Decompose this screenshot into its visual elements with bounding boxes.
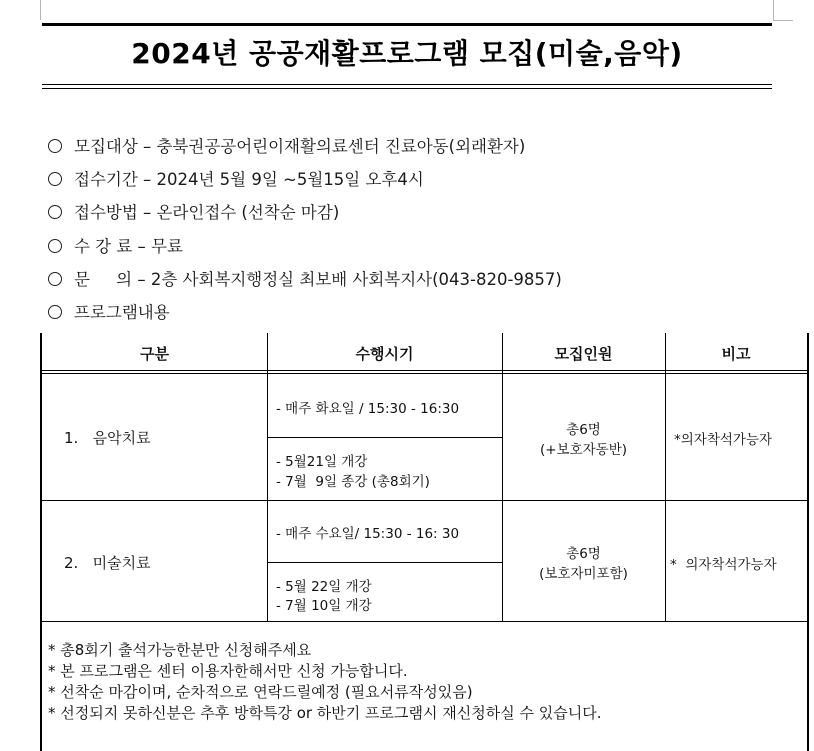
page-corner-mark	[773, 20, 793, 21]
info-item-fee	[48, 230, 788, 263]
table-rule	[42, 500, 807, 501]
info-item-target	[48, 130, 788, 163]
info-item-contact	[48, 263, 788, 296]
table-cell-recruit: 총6명	[566, 546, 601, 562]
table-col-divider	[665, 333, 666, 622]
table-cell-schedule-period: - 7월 9일 종강 (총8회기)	[276, 474, 430, 490]
page-title: 2024년 공공재활프로그램 모집(미술,음악)	[131, 37, 683, 70]
table-cell-schedule-day: - 매주 화요일 / 15:30 - 16:30	[276, 401, 460, 417]
circle-bullet-icon	[48, 272, 62, 286]
table-cell-schedule-period: - 5월21일 개강	[276, 454, 368, 470]
info-text: 접수기간 – 2024년 5월 9일 ~5월15일 오후4시	[74, 170, 424, 190]
info-item-period	[48, 163, 788, 196]
table-rule	[267, 437, 502, 438]
table-cell-note: * 의자착석가능자	[670, 557, 777, 573]
table-rule	[42, 373, 807, 374]
info-text: 접수방법 – 온라인접수 (선착순 마감)	[74, 203, 340, 223]
info-text: 문 의 – 2층 사회복지행정실 최보배 사회복지사(043-820-9857)	[74, 269, 562, 289]
circle-bullet-icon	[48, 305, 62, 319]
table-cell-recruit: (+보호자동반)	[539, 442, 628, 458]
table-cell-recruit: (보호자미포함)	[539, 566, 628, 582]
table-header-category: 구분	[140, 345, 169, 363]
table-cell-schedule-period: - 5월 22일 개강	[276, 579, 372, 595]
info-list	[48, 130, 788, 329]
page-corner-mark	[40, 0, 41, 20]
table-cell-note: *의자착석가능자	[674, 432, 773, 448]
title-bottom-rule	[42, 84, 772, 85]
info-item-method	[48, 196, 788, 229]
table-header-recruit: 모집인원	[554, 345, 613, 363]
circle-bullet-icon	[48, 139, 62, 153]
table-rule	[42, 370, 807, 371]
table-header-schedule: 수행시기	[355, 345, 414, 363]
note-item: * 선정되지 못하신분은 추후 방학특강 or 하반기 프로그램시 재신청하실 수 있습니다.	[48, 704, 602, 722]
table-header-note: 비고	[721, 345, 751, 363]
info-text: 수 강 료 – 무료	[74, 236, 183, 256]
title-top-rule	[42, 23, 772, 26]
table-cell-recruit: 총6명	[566, 422, 601, 438]
table-rule	[267, 562, 502, 563]
note-item: * 본 프로그램은 센터 이용자한해서만 신청 가능합니다.	[48, 662, 408, 680]
note-item: * 선착순 마감이며, 순차적으로 연락드릴예정 (필요서류작성있음)	[48, 683, 473, 701]
table-cell-schedule-day: - 매주 수요일/ 15:30 - 16: 30	[276, 526, 460, 542]
circle-bullet-icon	[48, 239, 62, 253]
page-corner-mark	[773, 0, 774, 20]
title-bottom-rule	[42, 88, 772, 89]
table-cell-category: 2. 미술치료	[64, 554, 151, 572]
circle-bullet-icon	[48, 172, 62, 186]
info-item-program	[48, 296, 788, 329]
info-text: 모집대상 – 충북권공공어린이재활의료센터 진료아동(외래환자)	[74, 137, 526, 156]
table-cell-category: 1. 음악치료	[64, 429, 151, 447]
note-item: * 총8회기 출석가능한분만 신청해주세요	[48, 641, 312, 659]
circle-bullet-icon	[48, 205, 62, 219]
table-rule	[42, 621, 807, 622]
table-cell-schedule-period: - 7월 10일 개강	[276, 598, 372, 614]
notes-list	[48, 640, 601, 724]
table-col-divider	[267, 333, 268, 622]
info-text: 프로그램내용	[74, 302, 170, 322]
